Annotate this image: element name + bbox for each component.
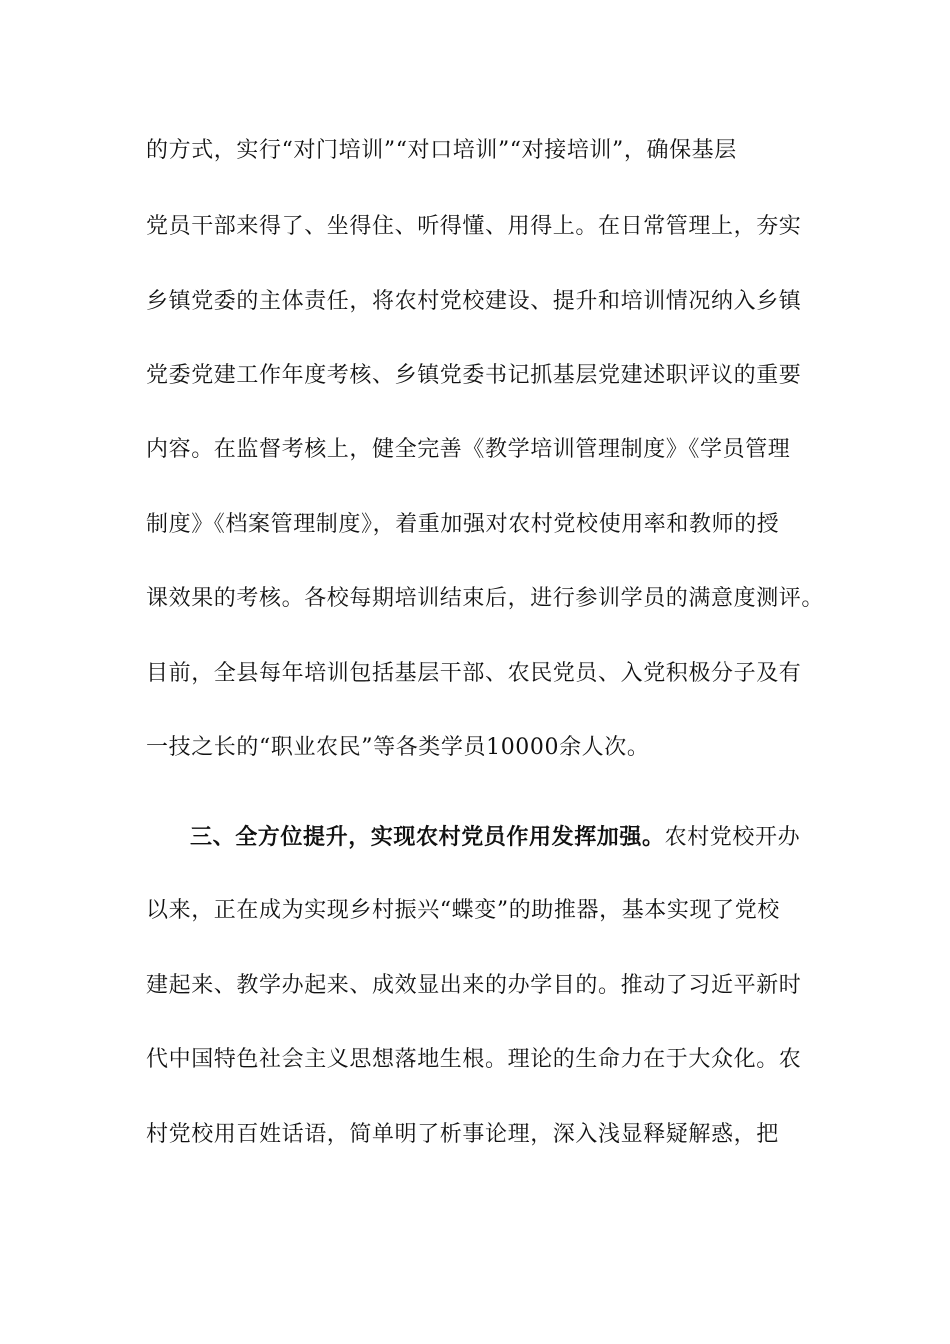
paragraph-1-line-8: 目前，全县每年培训包括基层干部、农民党员、入党积极分子及有	[146, 661, 802, 686]
paragraph-1-line-3: 乡镇党委的主体责任，将农村党校建设、提升和培训情况纳入乡镇	[146, 289, 802, 314]
paragraph-2-first-line	[190, 822, 850, 853]
paragraph-1-line-4: 党委党建工作年度考核、乡镇党委书记抓基层党建述职评议的重要	[146, 363, 802, 388]
paragraph-1-line-6: 制度》《档案管理制度》，着重加强对农村党校使用率和教师的授	[146, 512, 780, 537]
paragraph-1-line-9: 一技之长的“职业农民”等各类学员10000余人次。	[146, 735, 650, 760]
paragraph-1-line-5: 内容。在监督考核上，健全完善《教学培训管理制度》《学员管理	[146, 437, 791, 462]
paragraph-2-line-2: 以来，正在成为实现乡村振兴“蝶变”的助推器，基本实现了党校	[146, 898, 780, 923]
paragraph-2-line-5: 村党校用百姓话语，简单明了析事论理，深入浅显释疑解惑，把	[146, 1122, 779, 1147]
paragraph-1-line-1: 的方式，实行“对门培训”“对口培训”“对接培训”，确保基层	[146, 138, 737, 163]
paragraph-2-line-1-rest: 农村党校开办	[664, 825, 801, 850]
paragraph-2-line-4: 代中国特色社会主义思想落地生根。理论的生命力在于大众化。农	[146, 1047, 802, 1072]
paragraph-1-line-7: 课效果的考核。各校每期培训结束后，进行参训学员的满意度测评。	[146, 586, 825, 611]
section-heading: 三、全方位提升，实现农村党员作用发挥加强。	[190, 824, 665, 850]
paragraph-1-line-2: 党员干部来得了、坐得住、听得懂、用得上。在日常管理上，夯实	[146, 214, 802, 239]
paragraph-2-line-3: 建起来、教学办起来、成效显出来的办学目的。推动了习近平新时	[146, 973, 802, 998]
